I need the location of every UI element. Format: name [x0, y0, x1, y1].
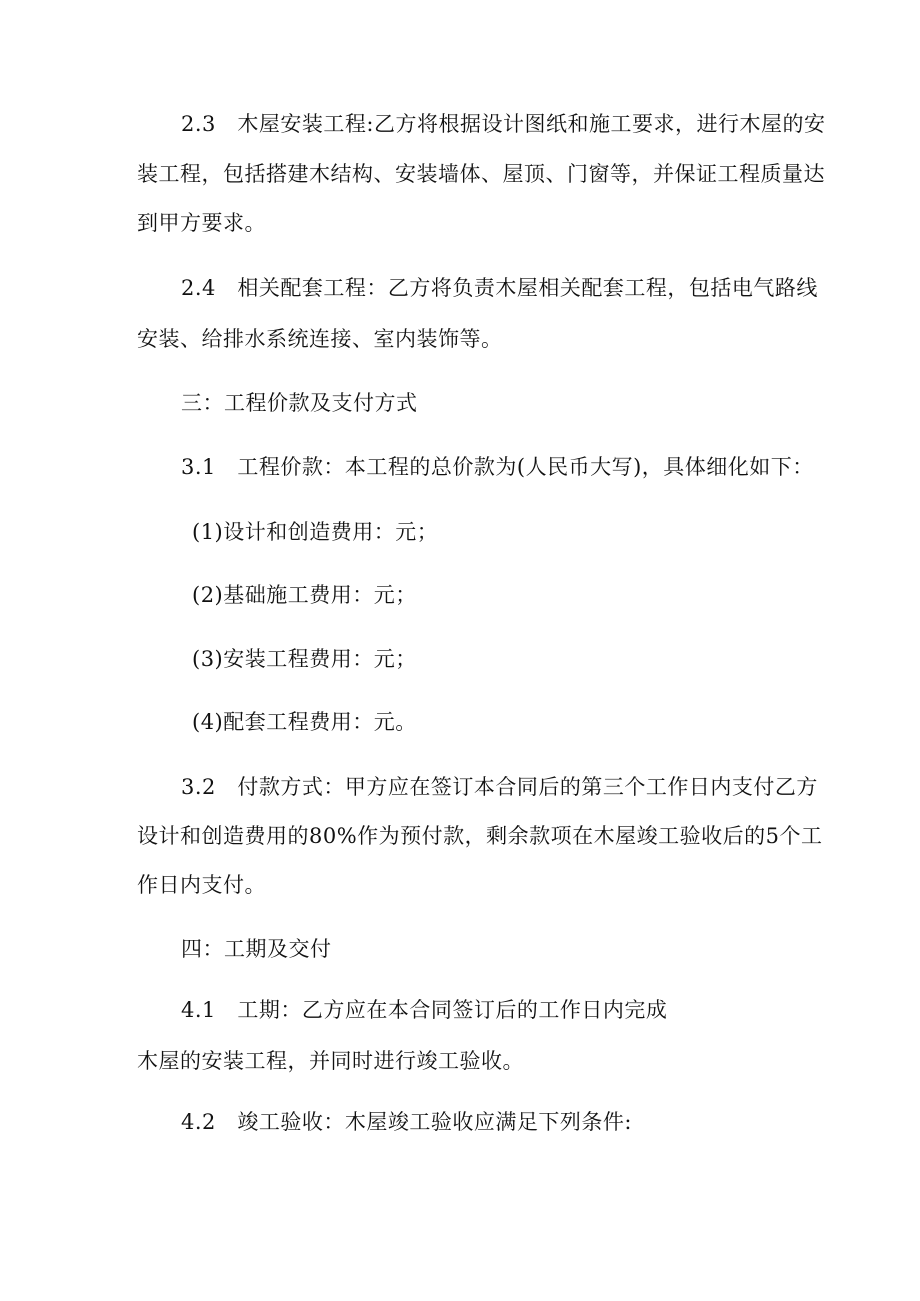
fee-item-2: (2)基础施工费用：元； — [192, 583, 417, 607]
clause-4-1-line-1: 4.1 工期：乙方应在本合同签订后的工作日内完成 — [181, 998, 668, 1022]
fee-item-1: (1)设计和创造费用：元； — [192, 520, 439, 544]
clause-2-4-line-2: 安装、给排水系统连接、室内装饰等。 — [137, 327, 503, 351]
clause-3-2-line-1: 3.2 付款方式：甲方应在签订本合同后的第三个工作日内支付乙方 — [181, 775, 818, 799]
section-3-heading: 三：工程价款及支付方式 — [181, 391, 418, 415]
clause-2-3-line-3: 到甲方要求。 — [137, 211, 266, 235]
clause-3-2-line-3: 作日内支付。 — [137, 873, 266, 897]
clause-4-2-line-1: 4.2 竣工验收：木屋竣工验收应满足下列条件: — [181, 1110, 632, 1134]
clause-2-3-line-1: 2.3 木屋安装工程:乙方将根据设计图纸和施工要求，进行木屋的安 — [181, 112, 826, 136]
fee-item-4: (4)配套工程费用：元。 — [192, 710, 417, 734]
fee-item-3: (3)安装工程费用：元； — [192, 647, 417, 671]
clause-2-3-line-2: 装工程，包括搭建木结构、安装墙体、屋顶、门窗等，并保证工程质量达 — [137, 162, 825, 186]
clause-3-2-line-2: 设计和创造费用的80%作为预付款，剩余款项在木屋竣工验收后的5个工 — [137, 824, 823, 848]
clause-4-1-line-2: 木屋的安装工程，并同时进行竣工验收。 — [137, 1049, 524, 1073]
clause-2-4-line-1: 2.4 相关配套工程：乙方将负责木屋相关配套工程，包括电气路线 — [181, 276, 818, 300]
section-4-heading: 四：工期及交付 — [181, 937, 332, 961]
clause-3-1-line-1: 3.1 工程价款：本工程的总价款为(人民币大写)，具体细化如下： — [181, 455, 814, 479]
